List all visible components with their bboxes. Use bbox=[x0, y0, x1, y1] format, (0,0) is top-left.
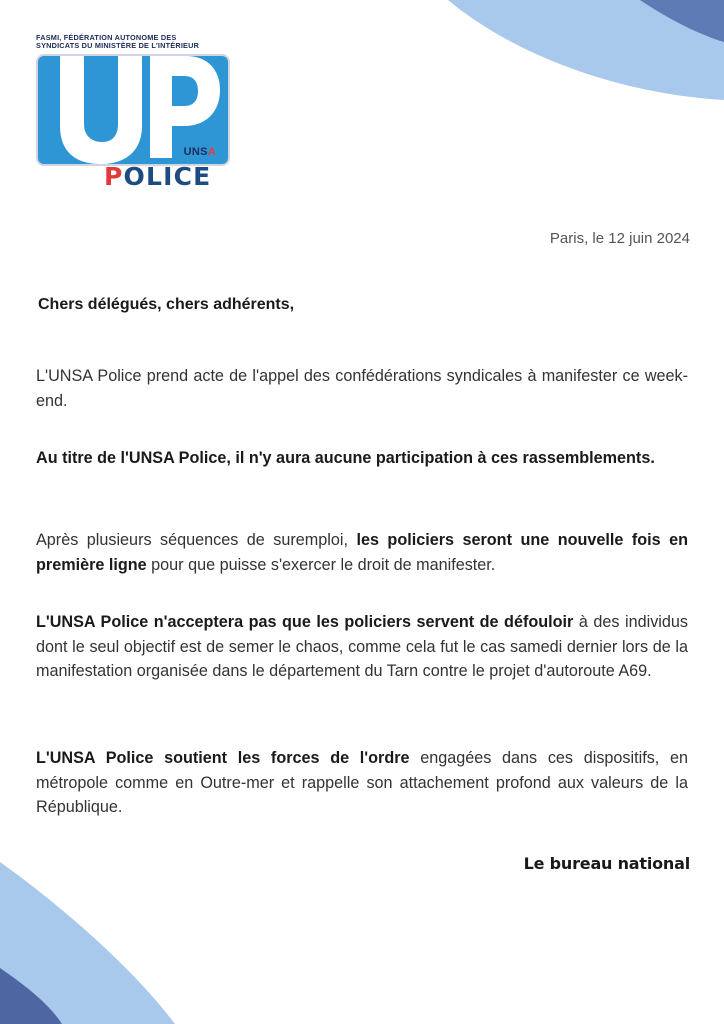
police-wordmark: POLICE bbox=[104, 162, 212, 191]
paragraph-4-bold: L'UNSA Police n'acceptera pas que les policiers servent de défouloir bbox=[36, 613, 574, 631]
paragraph-3-text-a: Après plusieurs séquences de suremploi, bbox=[36, 531, 357, 549]
top-right-wave-light bbox=[448, 0, 724, 100]
paragraph-5-bold: L'UNSA Police soutient les forces de l'ordre bbox=[36, 749, 410, 767]
letter-date: Paris, le 12 juin 2024 bbox=[549, 230, 690, 247]
paragraph-2-bold: Au titre de l'UNSA Police, il n'y aura aucune participation à ces rassemblements. bbox=[36, 449, 655, 467]
signature: Le bureau national bbox=[523, 854, 690, 873]
paragraph-2 bbox=[36, 446, 688, 471]
letter-greeting: Chers délégués, chers adhérents, bbox=[38, 296, 295, 313]
paragraph-3 bbox=[36, 528, 688, 577]
logo-blue-box bbox=[38, 56, 228, 164]
federation-header bbox=[36, 34, 230, 51]
paragraph-4 bbox=[36, 610, 688, 684]
paragraph-3-bold: les policiers seront une nouvelle fois en première ligne bbox=[36, 531, 689, 574]
paragraph-5-text: engagées dans ces dispositifs, en métropole comme en Outre-mer et rappelle son attachement profond aux valeurs de la République. bbox=[36, 749, 689, 816]
bottom-left-wave-light bbox=[0, 862, 175, 1024]
unsa-wordmark: UNSA bbox=[183, 146, 216, 158]
top-right-wave-dark bbox=[640, 0, 724, 42]
paragraph-5 bbox=[36, 746, 688, 820]
paragraph-1: L'UNSA Police prend acte de l'appel des confédérations syndicales à manifester ce week-end. bbox=[36, 367, 688, 410]
paragraph-3-text-b: pour que puisse s'exercer le droit de manifester. bbox=[146, 555, 496, 574]
up-unsa-police-logo bbox=[36, 34, 230, 190]
federation-line-1: FASMI, FÉDÉRATION AUTONOME DES bbox=[36, 33, 177, 42]
bottom-left-wave-dark bbox=[0, 968, 62, 1024]
paragraph-4-text: à des individus dont le seul objectif est de semer le chaos, comme cela fut le cas samedi dernier lors de la manifestation organisée dans le département du Tarn contre le projet d'autoroute A69. bbox=[36, 613, 688, 680]
federation-line-2: SYNDICATS DU MINISTÈRE DE L'INTÉRIEUR bbox=[36, 41, 200, 51]
